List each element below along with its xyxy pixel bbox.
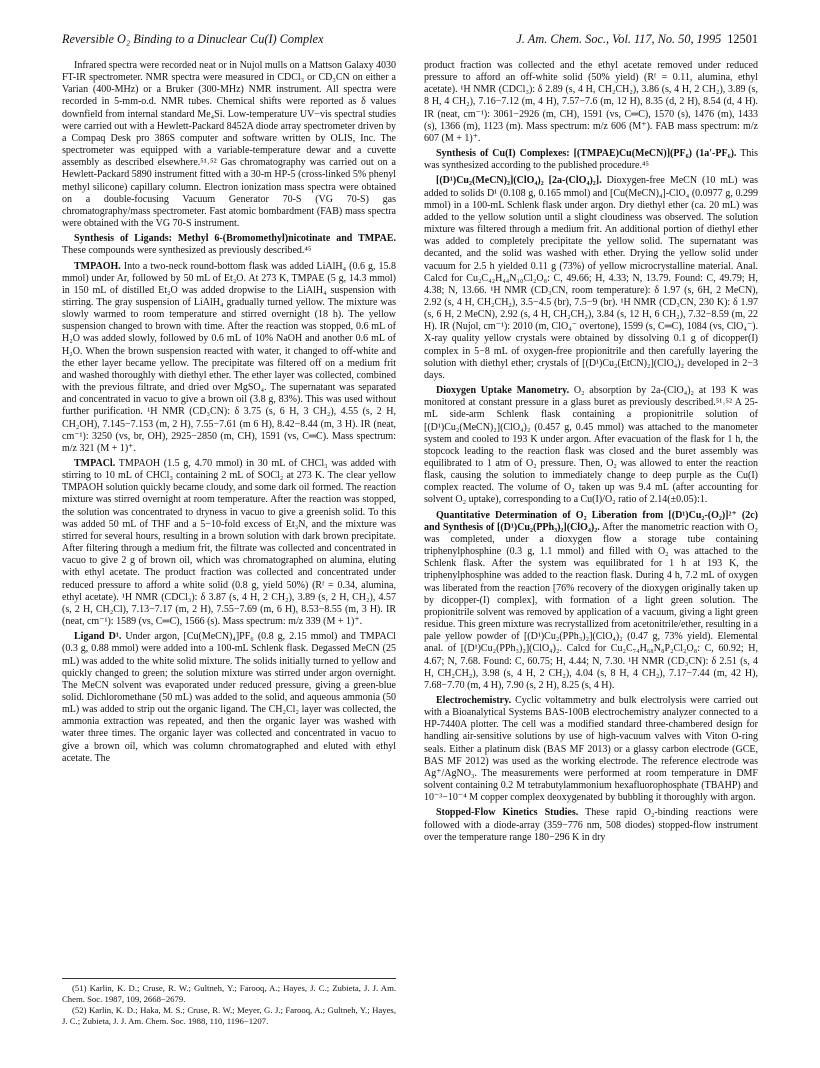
- section-heading: Synthesis of Cu(I) Complexes: [(TMPAE)Cu(MeCN)](PF₆) (1a′-PF₆).: [436, 148, 737, 160]
- section-heading: TMPACl.: [74, 458, 116, 469]
- paragraph-text: TMPAOH (1.5 g, 4.70 mmol) in 30 mL of CHCl₃ was added with stirring to 10 mL of CHCl₃ containing 2 mL of SOCl₂ at 273 K. The clear yellow TMPAOH solution quickly became cloudy, and some dark oil formed. The reaction mixture was stirred overnight at room temperature. After the reaction was stopped, the solution was concentrated to dryness in vacuo to give a greenish solid. To this was added 50 mL of THF and a 5−10-fold excess of Et₃N, and the mixture was stirred for several hours, resulting in a brown solution with dark brown precipitate. After filtering through a medium frit, the filtrate was collected and concentrated in vacuo to give 2 g of brown oil, which was chromatographed on alumina, eluting with ethyl acetate. The product fraction was collected and concentrated under reduced pressure to afford a white solid (0.8 g, yield 50%) (Rᶠ = 0.34, alumina, ethyl acetate). ¹H NMR (CDCl₃): δ 3.87 (s, 4 H, 2 CH₂), 3.89 (s, 2 H, CH₂), 4.57 (s, 2 H, CH₂Cl), 7.13−7.17 (m, 2 H), 7.55−7.69 (m, 6 H), 8.53−8.55 (m, 3 H). IR (neat, cm⁻¹): 1589 (vs, C═C), 1566 (s). Mass spectrum: m/z 339 (M + 1)⁺.: [62, 458, 396, 628]
- page-number: 12501: [727, 32, 758, 46]
- paragraph: [62, 261, 396, 456]
- section-heading: [(D¹)Cu₂(MeCN)₂](ClO₄)₂ [2a-(ClO₄)₂].: [436, 175, 602, 187]
- paragraph-text: Into a two-neck round-bottom flask was added LiAlH₄ (0.6 g, 15.8 mmol) under Ar, followed by 50 mL of Et₂O. At 273 K, TMPAE (5 g, 14.3 mmol) in 150 mL of distilled Et₂O was added dropwise to the LiAlH₄ suspension with stirring. The gray suspension of LiAlH₄ gradually turned yellow. The mixture was slowly warmed to room temperature and stirred overnight (18 h). The yellow suspension changed to brown with time. After the reaction was stopped, 0.6 mL of H₂O was added slowly, followed by 0.6 mL of 10% NaOH and another 0.6 mL of H₂O. When the brown suspension reacted with water, it changed to off-white and the ether layer became yellow. The precipitate was filtered off on a medium frit and washed thoroughly with diethyl ether. The ether layer was collected, combined with the previous filtrate, and dried over MgSO₄. The supernatant was separated and concentrated in vacuo to give a brown oil (3.8 g, 83%). This was used without further purification. ¹H NMR (CD₃CN): δ 3.75 (s, 6 H, 3 CH₂), 4.55 (s, 2 H, CH₂OH), 7.145−7.153 (m, 2 H), 7.55−7.61 (m 6 H), 8.42−8.44 (m, 3 H). IR (neat, cm⁻¹): 3250 (vs, br, OH), 2925−2850 (m, CH), 1591 (vs, C═C). Mass spectrum: m/z 321 (M + 1)⁺.: [62, 260, 397, 454]
- running-head-journal: [516, 30, 758, 48]
- paragraph: [424, 807, 758, 843]
- right-column: [424, 60, 758, 844]
- paragraph-text: Cyclic voltammetry and bulk electrolysis were carried out with a Bioanalytical Systems BAS-100B electrochemistry analyzer connected to a HP-7440A plotter. The cell was a modified standard three-chambered design for handling air-sensitive solutions by use of high-vacuum valves with Viton O-ring seals. Either a platinum disk (BAS MF 2013) or a glassy carbon electrode (GCE, BAS MF 2012) was used as the working electrode. The reference electrode was Ag⁺/AgNO₃. The measurements were performed at room temperature in DMF solvent containing 0.2 M tetrabutylammonium hexafluorophosphate (TBAHP) and 10⁻³−10⁻⁴ M copper complex deoxygenated by bubbling it thoroughly with argon.: [424, 694, 758, 804]
- paragraph-text: product fraction was collected and the ethyl acetate removed under reduced pressure to afford an off-white solid (50% yield) (Rᶠ = 0.11, alumina, ethyl acetate). ¹H NMR (CDCl₃): δ 2.89 (s, 4 H, CH₂CH₂), 3.86 (s, 4 H, 2 CH₂), 3.89 (s, 8 H, 4 CH₂), 7.16−7.12 (m, 4 H), 7.57−7.6 (m, 12 H), 8.35 (d, 2 H), 8.54 (d, 4 H). IR (neat, cm⁻¹): 3061−2926 (m, CH), 1591 (vs, C═C), 1570 (s), 1476 (m), 1433 (s), 1366 (m), 1123 (m). Mass spectrum: m/z 606 (M⁺). FAB mass spectrum: m/z 607 (M + 1)⁺.: [424, 60, 758, 144]
- paragraph: [62, 631, 396, 765]
- paragraph: [62, 233, 396, 257]
- paragraph: [424, 60, 758, 145]
- section-heading: TMPAOH.: [74, 260, 121, 272]
- section-heading: Ligand D¹.: [74, 631, 122, 643]
- paragraph-text: Infrared spectra were recorded neat or in Nujol mulls on a Mattson Galaxy 4030 FT-IR spectrometer. NMR spectra were measured in CDCl₃ or CD₃CN on either a Varian (400-MHz) or a Bruker (300-MHz) NMR instrument. All spectra were recorded in 5-mm-o.d. NMR tubes. Chemical shifts were reported as δ values downfield from internal standard Me₄Si. Low-temperature UV−vis spectral studies were carried out with a Hewlett-Packard 8452A diode array spectrometer driven by a Compaq Desk pro 386S computer and software written by OLIS, Inc. The spectrometer was equipped with a variable-temperature dewar and a cuvette assembly as described elsewhere.⁵¹˒⁵² Gas chromatography was carried out on a Hewlett-Packard 5890 instrument fitted with a 30-m HP-5 (cross-linked 5% phenyl methyl silicone) capillary column. Electron ionization mass spectra were obtained on a double-focusing Vacuum Generator 70-S (VG 70-S) gas chromatography/mass spectrometer. Fast atomic bombardment (FAB) mass spectra were obtained with the VG 70-S instrument.: [62, 60, 396, 230]
- left-column: [62, 60, 396, 765]
- running-head: [62, 30, 758, 48]
- paragraph-text: These compounds were synthesized as previously described.⁴⁵: [62, 245, 312, 257]
- footnotes: [62, 978, 396, 1027]
- section-heading: Stopped-Flow Kinetics Studies.: [436, 807, 579, 819]
- section-heading: Electrochemistry.: [436, 694, 512, 706]
- paragraph: [424, 385, 758, 507]
- paragraph-text: This was synthesized according to the published procedure.⁴⁵: [424, 148, 759, 172]
- paragraph: [62, 458, 396, 628]
- footnote: (52) Karlin, K. D.; Haka, M. S.; Cruse, R. W.; Meyer, G. J.; Farooq, A.; Gultneh, Y.; Hayes, J. C.; Zubieta, J. J. Am. Chem. Soc. 1988, 110, 1196−1207.: [62, 1005, 396, 1026]
- paragraph-text: Under argon, [Cu(MeCN)₄]PF₆ (0.8 g, 2.15 mmol) and TMPACl (0.3 g, 0.88 mmol) were added into a 100-mL Schlenk flask. Degassed MeCN (25 mL) was added to the white solid mixture. The solids initially turned to yellow and quickly changed to green; the solution mixture was stirred under argon overnight. The MeCN solvent was evaporated under reduced pressure, giving a green-blue solid. Dichloromethane (50 mL) was added to the solid, and aqueous ammonia (50 mL) was added to strip out the organic ligand. The CH₂Cl₂ layer was collected, the ammonia extraction was repeated, and then the organic layer was washed with water three times. The organic layer was collected and concentrated in vacuo to give a brown oil, which was column chromatographed and eluted with ethyl acetate. The: [62, 631, 397, 764]
- running-head-title: Reversible O₂ Binding to a Dinuclear Cu(I) Complex: [62, 32, 324, 46]
- paragraph-text: After the manometric reaction with O₂ was completed, under a dioxygen flow a storage tube containing triphenylphosphine (0.3 g, 1.1 mmol) and filled with O₂ was attached to the Schlenk flask. After the system was equilibrated for 1 h at 193 K, the triphenylphosphine was added to the reaction flask. During 4 h, 7.2 mL of oxygen was liberated from the reaction [76% recovery of the dioxygen originally taken up by dicopper-(I) complex], with formation of a light green solution. The propionitrile solvent was removed by application of a vacuum, giving a light green residue. This green mixture was recrystallized from acetonitrile/ether, resulting in a pale yellow powder of [(D¹)Cu₂(PPh₃)₂](ClO₄)₂ (0.47 g, 73% yield). Elemental anal. of [(D¹)Cu₂(PPh₃)₂](ClO₄)₂. Calcd for Cu₂C₇₄H₆₈N₈P₂Cl₂O₈: C, 60.92; H, 4.67; N, 7.68. Found: C, 60.75; H, 4.44; N, 7.30. ¹H NMR (CD₃CN): δ 2.51 (s, 4 H, CH₂CH₂), 3.98 (s, 4 H, 2 CH₂), 4.04 (s, 8 H, 4 CH₂), 7.17−7.44 (m, 42 H), 7.68−7.70 (m, 4 H), 7.90 (s, 2 H), 8.25 (s, 4 H).: [424, 521, 758, 691]
- section-heading: Synthesis of Ligands: Methyl 6-(Bromomethyl)nicotinate and TMPAE.: [74, 233, 396, 245]
- paragraph: [424, 175, 758, 382]
- paragraph-text: O₂ absorption by 2a-(ClO₄)₂ at 193 K was monitored at constant pressure in a glass buret as previously described.⁵¹˒⁵² A 25-mL side-arm Schlenk flask containing a propionitrile solution of [(D¹)Cu₂(MeCN)₂](ClO₄)₂ (0.457 g, 0.45 mmol) was attached to the manometer system and cooled to 193 K under argon. After evacuation of the flask for 1 h, the stopcock leading to the reaction flask was closed and the buret assembly was equilibrated to 1 atm of O₂ pressure. Then, O₂ was allowed to enter the reaction flask, causing the solution to immediately change to deep purple as the Cu(I) complex reacted. The volume of O₂ taken up was 9.4 mL (after accounting for solvent O₂ uptake), corresponding to a Cu(I)/O₂ ratio of 2.14(±0.05):1.: [424, 385, 758, 506]
- paragraph-text: These rapid O₂-binding reactions were followed with a diode-array (359−776 nm, 508 diodes) stopped-flow instrument over the temperature range 180−296 K in dry: [424, 807, 758, 843]
- paragraph: [424, 148, 758, 172]
- journal-citation: J. Am. Chem. Soc., Vol. 117, No. 50, 1995: [516, 32, 722, 46]
- section-heading: Quantitative Determination of O₂ Liberation from [(D¹)Cu₂-(O₂)]²⁺ (2c) and Synthesis of [(D¹)Cu₂(PPh₃)₂](ClO₄)₂.: [424, 509, 758, 533]
- footnote: (51) Karlin, K. D.; Cruse, R. W.; Gultneh, Y.; Farooq, A.; Hayes, J. C.; Zubieta, J. J. Am. Chem. Soc. 1987, 109, 2668−2679.: [62, 983, 396, 1004]
- section-heading: Dioxygen Uptake Manometry.: [436, 385, 570, 397]
- paragraph: [424, 510, 758, 692]
- paragraph: [62, 60, 396, 230]
- paragraph-text: Dioxygen-free MeCN (10 mL) was added to solids D¹ (0.108 g, 0.165 mmol) and [Cu(MeCN)₄]-ClO₄ (0.0977 g, 0.299 mmol) in a 100-mL Schlenk flask under argon. Dry diethyl ether (ca. 20 mL) was added to the yellow solution until a slight cloudiness was observed. The solution mixture was filtered through a medium frit. An additional portion of diethyl ether was added to completely precipitate the yellow solid. The supernatant was decanted, and the solid was washed with ether. Drying the yellow solid under vacuum for 2.5 h yielded 0.11 g (73%) of yellow microcrystalline material. Anal. Calcd for Cu₂C₄₂H₄₄N₁₀Cl₂O₈: C, 49.66; H, 4.33; N, 13.79. Found: C, 49.79; H, 4.38; N, 13.66. ¹H NMR (CD₃CN, room temperature): δ 1.97 (s, 6H, 2 MeCN), 2.92 (s, 4 H, CH₂CH₂), 3.5−4.5 (br), 7.5−9 (br). ¹H NMR (CD₃CN, 230 K): δ 1.97 (s, 6 H, 2 MeCN), 2.92 (s, 4 H, CH₂CH₂), 3.84 (s, 12 H, 6 CH₂), 7.32−8.59 (m, 22 H). IR (Nujol, cm⁻¹): 2010 (m, ClO₄⁻ overtone), 1599 (s, C═C), 1084 (vs, ClO₄⁻). X-ray quality yellow crystals were obtained by dissolving 0.1 g of dicopper(I) complex in 5−8 mL of oxygen-free propionitrile and then carefully layering the solution with diethyl ether; crystals of [(D¹)Cu₂(EtCN)₂](ClO₄)₂ developed in 2−3 days.: [424, 175, 758, 381]
- paragraph: [424, 695, 758, 804]
